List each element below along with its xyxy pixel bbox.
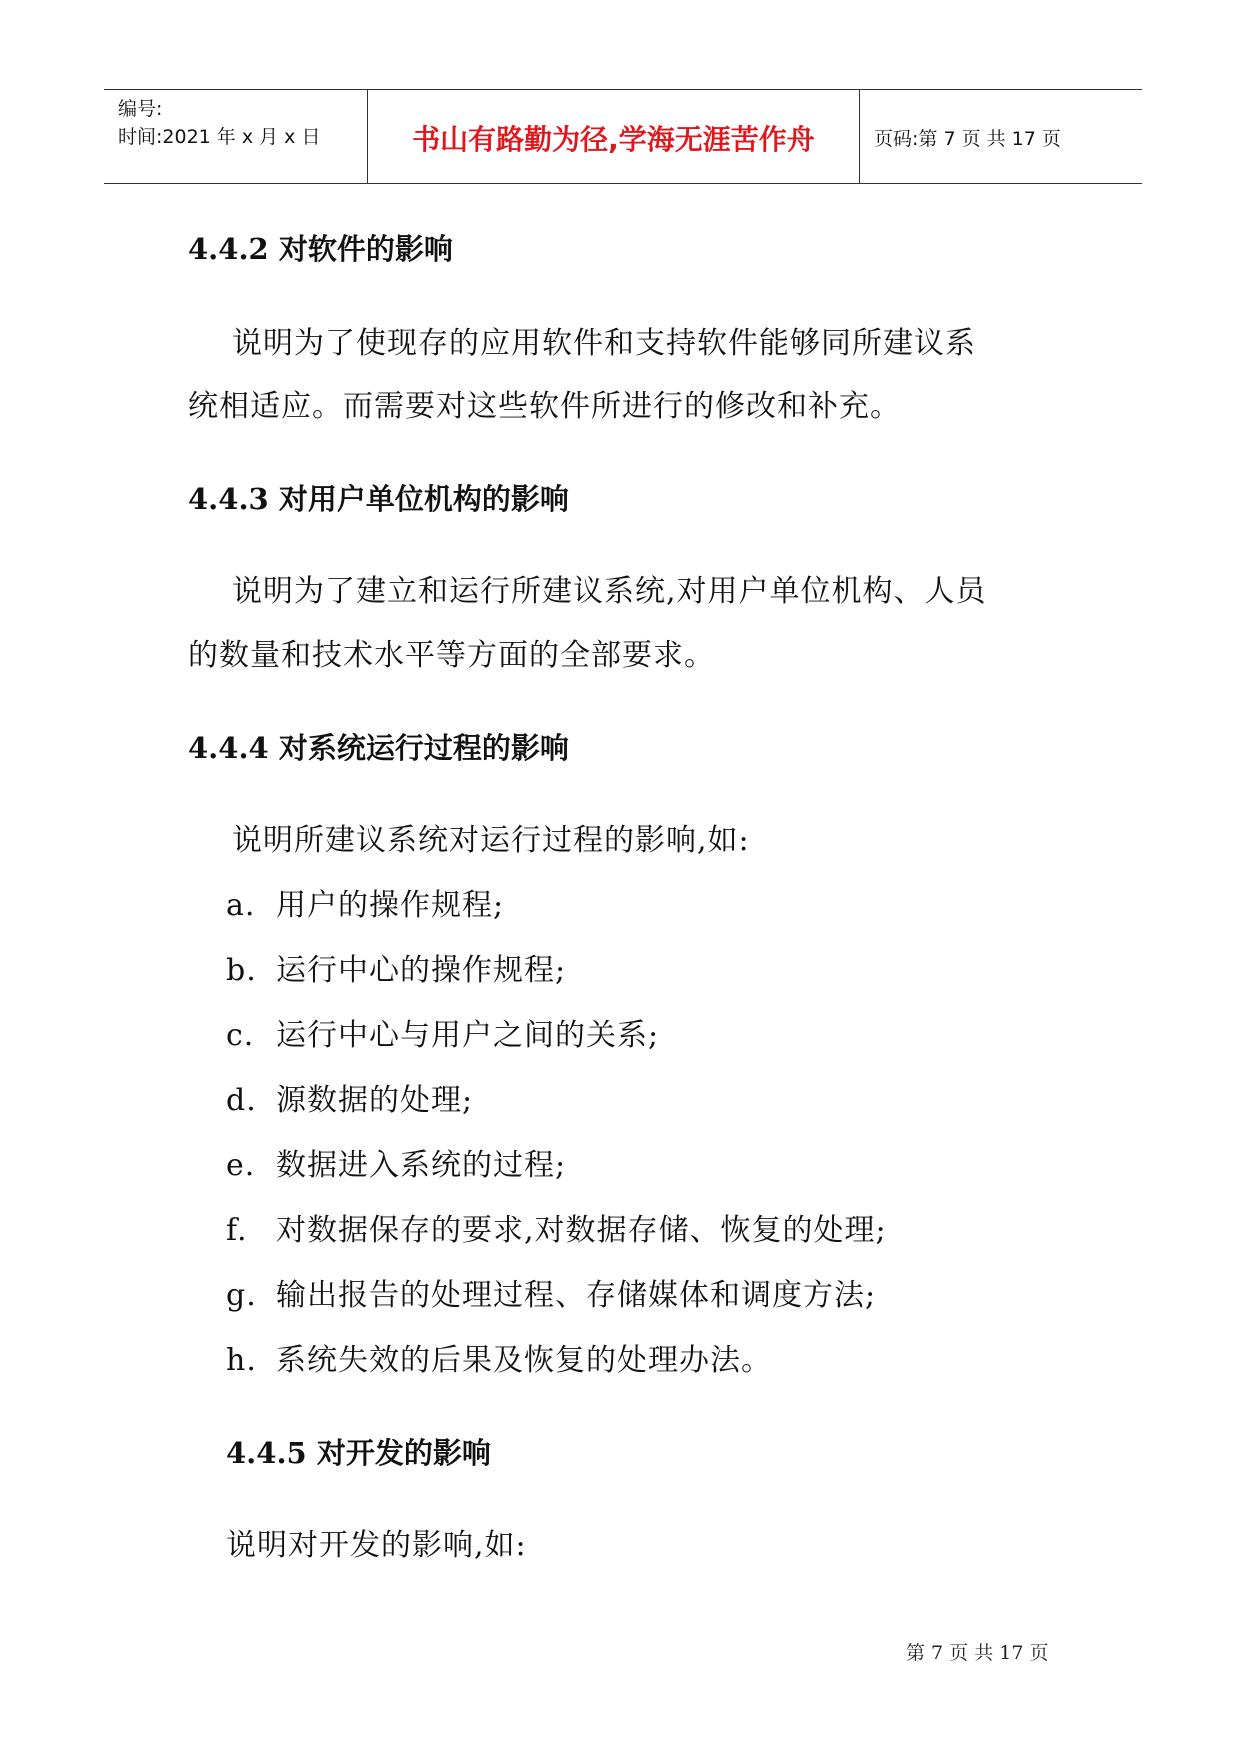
list-item-text: 源数据的处理; [276,1083,474,1118]
paragraph-line: 说明对开发的影响,如: [226,1528,527,1563]
list-item [226,1010,659,1054]
header-motto: 书山有路勤为径,学海无涯苦作舟 [412,123,815,156]
list-item-text: 数据进入系统的过程; [276,1148,567,1183]
list-item [226,1335,772,1379]
section-heading-4-4-4: 4.4.4 对系统运行过程的影响 [188,731,569,765]
paragraph-line: 说明为了使现存的应用软件和支持软件能够同所建议系 [232,326,976,361]
list-item-text: 用户的操作规程; [276,888,505,923]
list-marker: e. [226,1148,256,1183]
list-marker: h. [226,1343,257,1378]
header-meta-cell [104,90,368,183]
header-page-cell [860,90,1142,183]
list-item [226,945,566,989]
paragraph-line: 说明为了建立和运行所建议系统,对用户单位机构、人员 [232,574,987,609]
list-item [226,1270,876,1314]
list-marker: c. [226,1018,255,1053]
section-heading-4-4-3: 4.4.3 对用户单位机构的影响 [188,482,569,516]
list-item-text: 对数据保存的要求,对数据存储、恢复的处理; [276,1213,887,1248]
paragraph-line: 统相适应。而需要对这些软件所进行的修改和补充。 [188,389,901,424]
list-marker: f. [226,1213,248,1248]
paragraph-line: 的数量和技术水平等方面的全部要求。 [188,638,715,673]
list-item [226,1205,887,1249]
list-marker: a. [226,888,256,923]
section-heading-4-4-5: 4.4.5 对开发的影响 [226,1436,491,1470]
list-item [226,1140,566,1184]
list-item-text: 系统失效的后果及恢复的处理办法。 [276,1343,772,1378]
list-marker: d. [226,1083,257,1118]
list-item-text: 运行中心的操作规程; [276,953,567,988]
paragraph-line: 说明所建议系统对运行过程的影响,如: [232,823,750,858]
page-footer-number: 第 7 页 共 17 页 [906,1642,1049,1664]
list-item-text: 输出报告的处理过程、存储媒体和调度方法; [276,1278,877,1313]
header-motto-cell [368,90,860,183]
document-time-label: 时间:2021 年 x 月 x 日 [118,126,321,148]
section-heading-4-4-2: 4.4.2 对软件的影响 [188,232,453,266]
document-code-label: 编号: [118,98,163,120]
page-header [104,89,1142,184]
list-item-text: 运行中心与用户之间的关系; [276,1018,660,1053]
list-marker: g. [226,1278,257,1313]
list-item [226,1075,473,1119]
header-page-info: 页码:第 7 页 共 17 页 [874,128,1061,150]
list-item [226,880,504,924]
list-marker: b. [226,953,257,988]
